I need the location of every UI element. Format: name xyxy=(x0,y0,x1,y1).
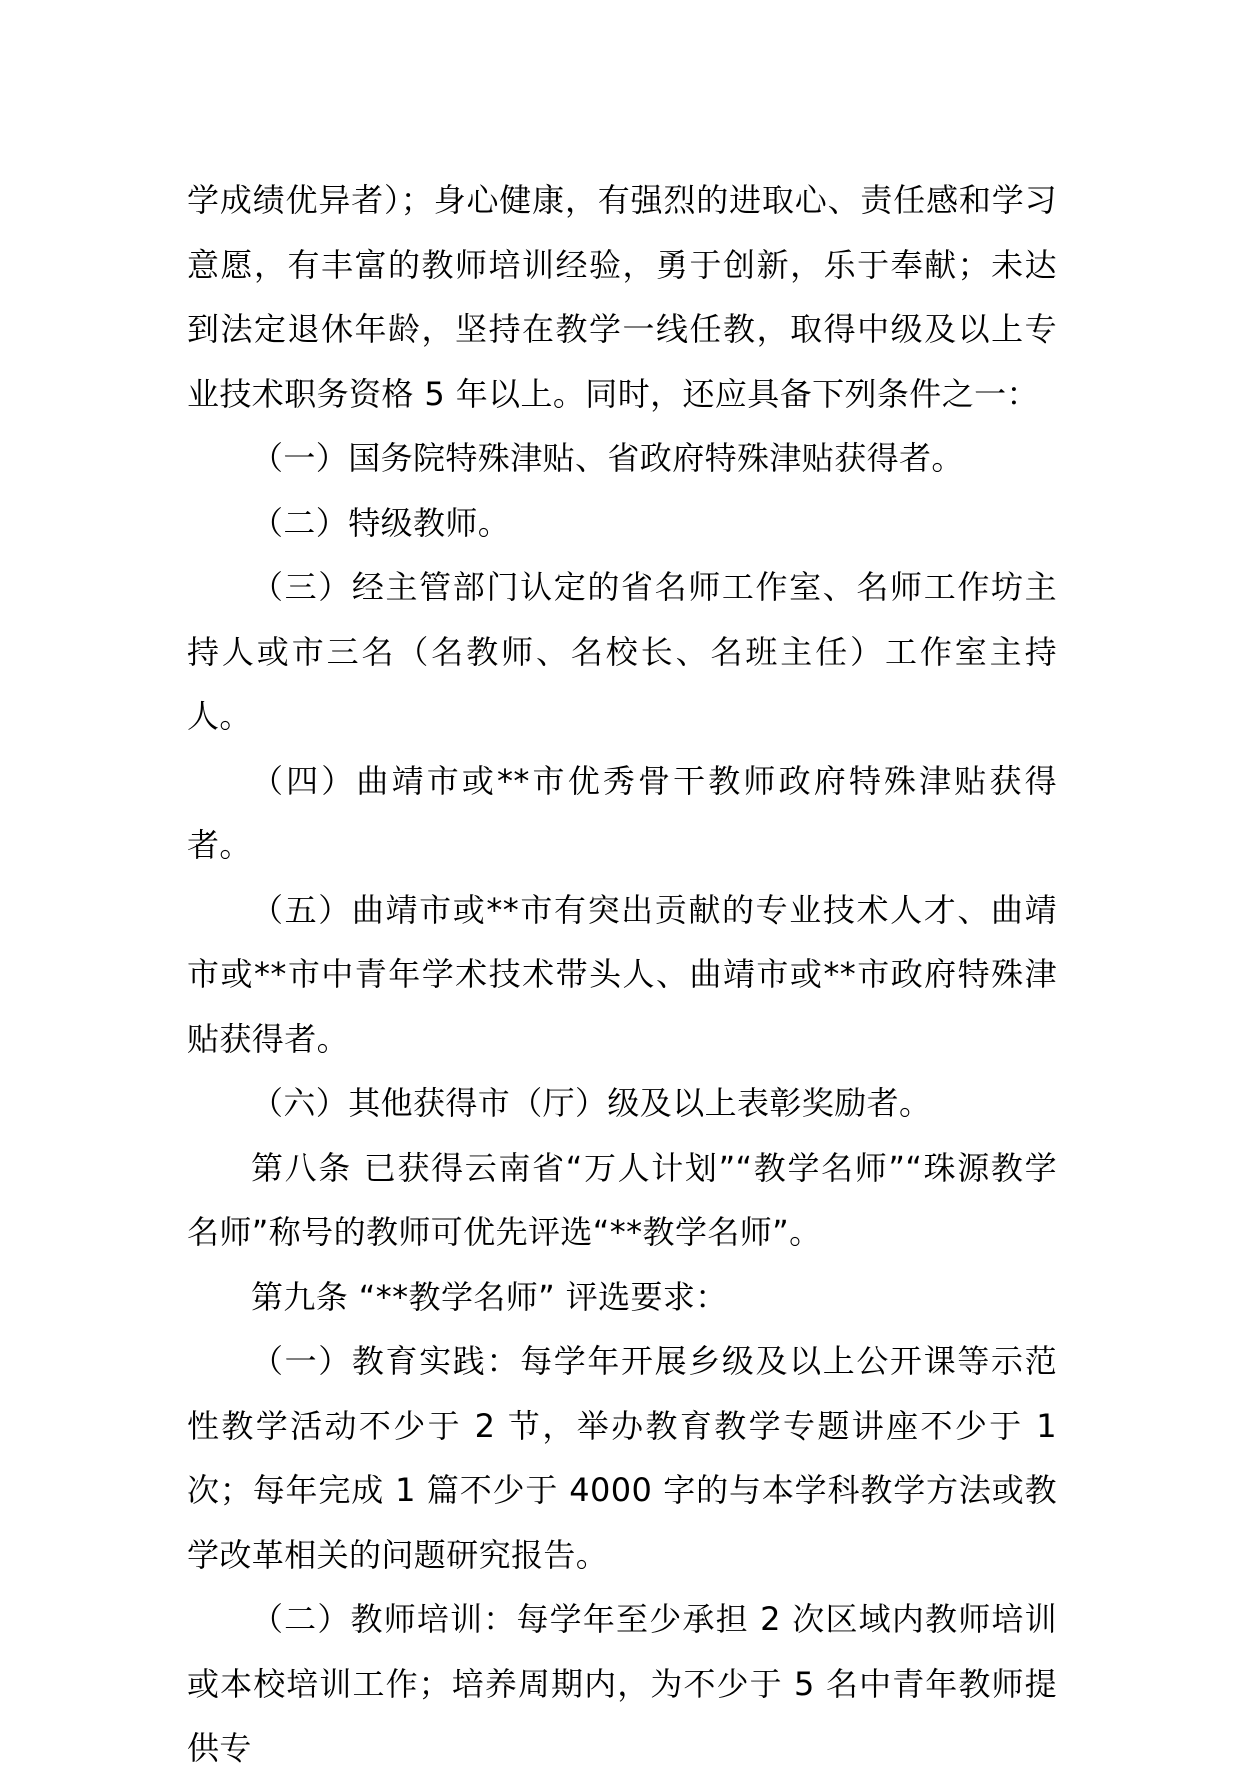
paragraph-conditions-intro: 学成绩优异者）；身心健康，有强烈的进取心、责任感和学习意愿，有丰富的教师培训经验，勇于创新，乐于奉献；未达到法定退休年龄，坚持在教学一线任教，取得中级及以上专业技术职务资格 5 年以上。同时，还应具备下列条件之一： xyxy=(187,181,1057,413)
paragraph-condition-6: （六）其他获得市（厅）级及以上表彰奖励者。 xyxy=(251,1084,932,1122)
paragraph-article-8: 第八条 已获得云南省“万人计划”“教学名师”“珠源教学名师”称号的教师可优先评选“**教学名师”。 xyxy=(187,1148,1057,1251)
paragraph-condition-4: （四）曲靖市或**市优秀骨干教师政府特殊津贴获得者。 xyxy=(187,761,1057,864)
paragraph-requirement-2: （二）教师培训：每学年至少承担 2 次区域内教师培训或本校培训工作；培养周期内，为不少于 5 名中青年教师提供专 xyxy=(187,1600,1057,1767)
document-body xyxy=(187,168,1057,1781)
paragraph-condition-5: （五）曲靖市或**市有突出贡献的专业技术人才、曲靖市或**市中青年学术技术带头人、曲靖市或**市政府特殊津贴获得者。 xyxy=(187,890,1057,1058)
paragraph-article-9: 第九条 “**教学名师” 评选要求： xyxy=(251,1277,728,1316)
paragraph-condition-1: （一）国务院特殊津贴、省政府特殊津贴获得者。 xyxy=(251,439,964,477)
paragraph-condition-3: （三）经主管部门认定的省名师工作室、名师工作坊主持人或市三名（名教师、名校长、名班主任）工作室主持人。 xyxy=(187,568,1057,735)
paragraph-condition-2: （二）特级教师。 xyxy=(251,503,511,542)
paragraph-requirement-1: （一）教育实践：每学年开展乡级及以上公开课等示范性教学活动不少于 2 节，举办教育教学专题讲座不少于 1 次；每年完成 1 篇不少于 4000 字的与本学科教学方法或教学改革相关的问题研究报告。 xyxy=(187,1342,1057,1574)
